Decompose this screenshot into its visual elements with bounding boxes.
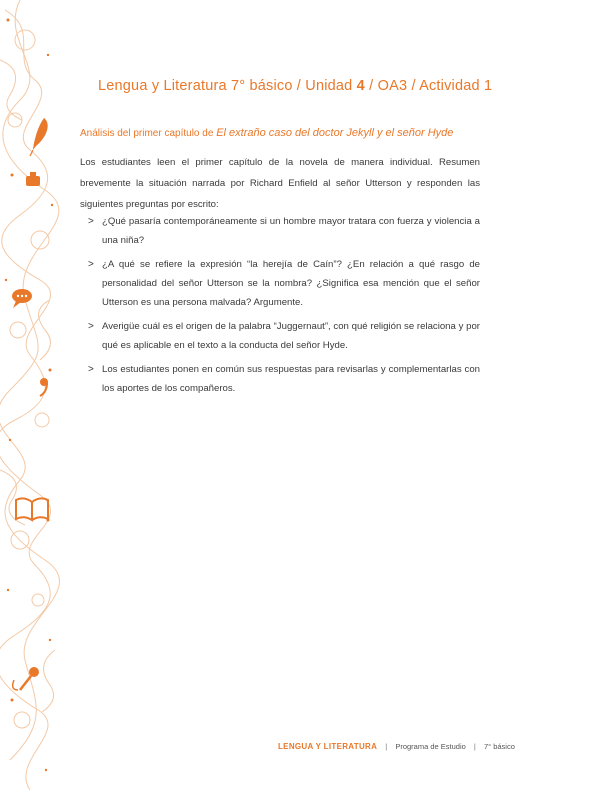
list-item-text: ¿Qué pasaría contemporáneamente si un hombre mayor tratara con fuerza y violencia a una niña? <box>102 216 480 246</box>
footer-separator: | <box>473 742 476 751</box>
list-item-text: Averigüe cuál es el origen de la palabra “Juggernaut”, con qué religión se relaciona y por qué es aplicable en el texto a la conducta del señor Hyde. <box>102 321 480 351</box>
bullet-marker: > <box>88 364 94 375</box>
section-book-title: El extraño caso del doctor Jekyll y el señor Hyde <box>216 127 454 139</box>
list-item <box>88 360 480 398</box>
page-header-title <box>98 78 568 94</box>
footer-subject: LENGUA Y LITERATURA <box>278 742 378 751</box>
list-item-text: Los estudiantes ponen en común sus respuestas para revisarlas y complementarlas con los aportes de los compañeros. <box>102 364 480 394</box>
ink-bottle-icon <box>26 172 40 186</box>
footer-program: Programa de Estudio <box>395 742 466 751</box>
activity-list <box>88 212 480 403</box>
bullet-marker: > <box>88 259 94 270</box>
bullet-marker: > <box>88 216 94 227</box>
footer-grade: 7° básico <box>483 742 515 751</box>
header-unit-number: 4 <box>356 78 365 94</box>
margin-decoration <box>0 0 62 800</box>
section-title-prefix: Análisis del primer capítulo de <box>80 128 217 139</box>
header-title-prefix: Lengua y Literatura 7° básico / Unidad <box>98 78 353 94</box>
header-title-suffix: / OA3 / Actividad 1 <box>364 78 493 94</box>
bullet-marker: > <box>88 321 94 332</box>
microphone-icon <box>13 667 39 690</box>
section-title <box>80 127 550 139</box>
open-book-icon <box>16 498 48 520</box>
feather-pen-icon <box>30 118 48 156</box>
speech-bubble-icon <box>12 289 32 308</box>
intro-paragraph: Los estudiantes leen el primer capítulo de la novela de manera individual. Resumen brevemente la situación narrada por Richard Enfield al señor Utterson y responden las siguientes preguntas por escrito: <box>80 157 480 210</box>
list-item-text: ¿A qué se refiere la expresión “la herejía de Caín”? ¿En relación a qué rasgo de personalidad del señor Utterson se la nombra? ¿Significa esa mención que el señor Utterson es una persona malvada? Argumente. <box>102 259 480 308</box>
list-item <box>88 255 480 312</box>
page-footer <box>278 742 578 751</box>
comma-icon <box>40 378 48 396</box>
footer-separator: | <box>385 742 388 751</box>
list-item <box>88 317 480 355</box>
list-item <box>88 212 480 250</box>
